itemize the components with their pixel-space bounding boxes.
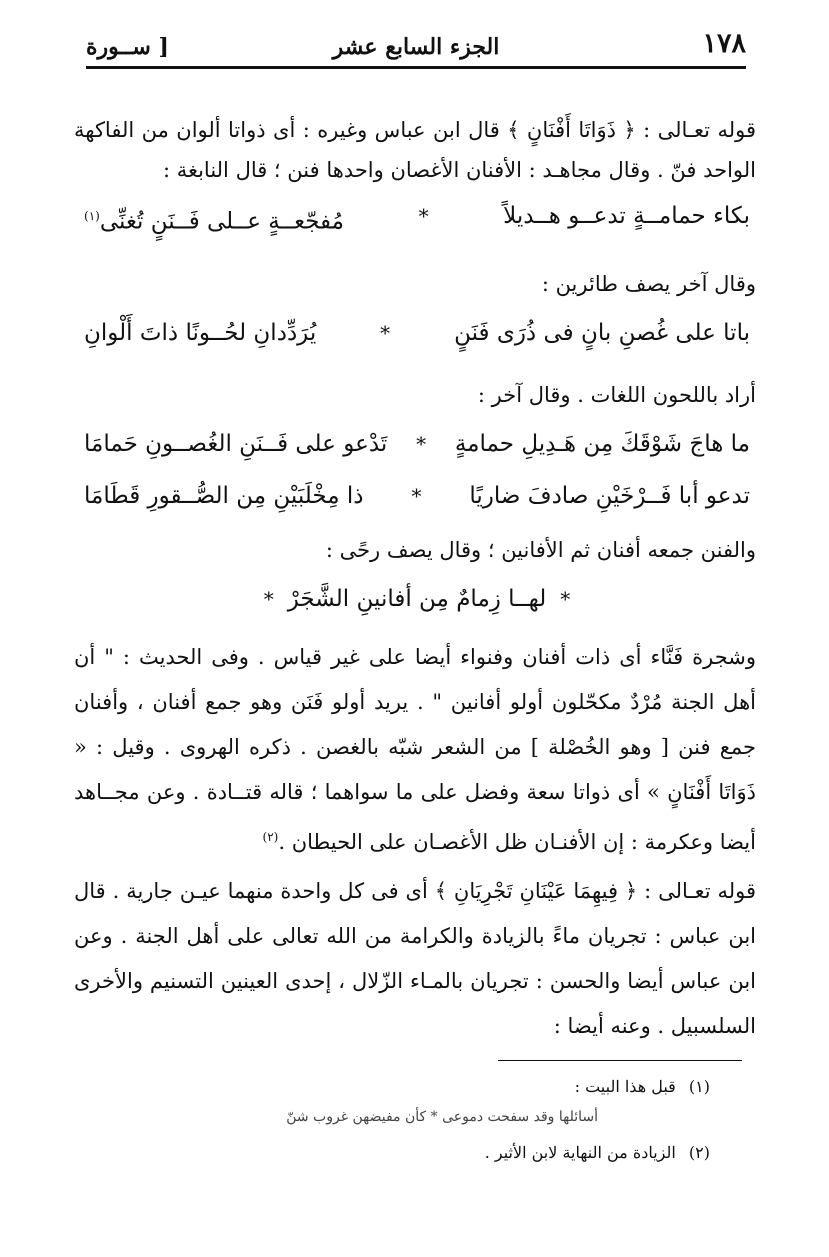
footnote-1	[150, 1072, 710, 1102]
verse-4	[74, 470, 756, 522]
footnote-ref-2: (٢)	[262, 829, 279, 844]
verse-3	[74, 418, 756, 470]
footnote-2	[150, 1138, 710, 1168]
paragraph-3: أراد باللحون اللغات . وقال آخر :	[477, 382, 756, 407]
footnote-1-number: (١)	[688, 1077, 710, 1096]
surah-tag: [ ســورة	[86, 34, 169, 60]
verse-2	[74, 307, 756, 359]
footnote-rule	[498, 1060, 742, 1061]
verse-1-first-hemistich: بكاء حمامــةٍ تدعــو هــديلاً	[503, 203, 750, 229]
paragraph-1: قوله تعـالى : ﴿ ذَوَاتَا أَفْنَانٍ ﴾ قال ابن عباس وغيره : أى ذواتا ألوان من الفاكهة الواحد فنّ . وقال مجاهـد : الأفنان الأغصان واحدها فنن ؛ قال النابغة :	[74, 118, 756, 182]
verse-separator: *	[560, 586, 571, 611]
footnote-2-text: الزيادة من النهاية لابن الأثير .	[484, 1143, 676, 1162]
verse-4-first-hemistich: تدعو أبا فَــرْخَيْنِ صادفَ ضاريًا	[469, 482, 750, 509]
running-title: الجزء السابع عشر	[332, 34, 500, 60]
footnote-1-text: قبل هذا البيت :	[574, 1077, 676, 1096]
verse-1-second-hemistich: مُفجّعــةٍ عــلى فَــنَنٍ تُغنِّى$^{(١)}$	[84, 208, 344, 235]
paragraph-5: وشجرة فَنَّاء أى ذات أفنان وفنواء أيضا على غير قياس . وفى الحديث : " أن أهل الجنة مُرْدٌ مكحّلون أولو أفانين " . يريد أولو فَنَن وهو جمع أفنان ، وأفنان جمع فنن [ وهو الخُصْلة ] من الشعر شبّه بالغصن . ذكره الهروى . وقيل : « ذَوَاتَا أَفْنَانٍ » أى ذواتا سعة وفضل على ما سواهما ؛ قاله قتــادة . وعن مجــاهد أيضا وعكرمة : إن الأفنـان ظل الأغصـان على الحيطان .$^{(٢)}$	[74, 644, 756, 854]
page-body	[74, 98, 756, 1049]
verse-separator: *	[263, 586, 274, 611]
page-number: ١٧٨	[702, 28, 746, 59]
page-header	[86, 28, 746, 68]
verse-separator: *	[380, 320, 391, 345]
footnote-ref-1: (١)	[84, 209, 100, 223]
verse-4-second-hemistich: ذا مِخْلَبَيْنِ مِن الصُّــقورِ قَطَامَا	[84, 482, 364, 509]
verse-separator: *	[411, 483, 422, 508]
footnote-1-verse: أسائلها وقد سفحت دموعى * كأن مفيضهن غروب شنّ	[286, 1109, 598, 1125]
verse-1	[74, 190, 756, 248]
paragraph-2: وقال آخر يصف طائرين :	[541, 271, 756, 296]
verse-5	[74, 573, 756, 625]
verse-3-first-hemistich: ما هاجَ شَوْقَكَ مِن هَـدِيلِ حمامةٍ	[454, 430, 750, 457]
paragraph-6: قوله تعـالى : ﴿ فِيهِمَا عَيْنَانِ تَجْرِيَانِ ﴾ أى فى كل واحدة منهما عيـن جارية . قال ابن عباس : تجريان ماءً بالزيادة والكرامة من الله تعالى على أهل الجنة . وعن ابن عباس أيضا والحسن : تجريان بالمـاء الزّلال ، إحدى العينين التسنيم والأخرى السلسبيل . وعنه أيضا :	[74, 878, 756, 1038]
footnotes	[150, 1072, 710, 1168]
footnote-2-number: (٢)	[688, 1143, 710, 1162]
verse-3-second-hemistich: تَدْعو على فَــنَنِ الغُصــونِ حَمامَا	[84, 430, 388, 457]
paragraph-4: والفنن جمعه أفنان ثم الأفانين ؛ وقال يصف رحًى :	[325, 537, 756, 562]
verse-2-second-hemistich: يُرَدِّدانِ لحُــونًا ذاتَ أَلْوانِ	[84, 319, 317, 346]
verse-5-hemistich: لهــا زِمامٌ مِن أفانينِ الشَّجَرْ	[287, 585, 547, 612]
verse-2-first-hemistich: باتا على غُصنِ بانٍ فى ذُرَى فَنَنٍ	[454, 319, 750, 346]
header-rule	[86, 66, 746, 69]
verse-separator: *	[416, 431, 427, 456]
verse-separator: *	[418, 204, 429, 228]
